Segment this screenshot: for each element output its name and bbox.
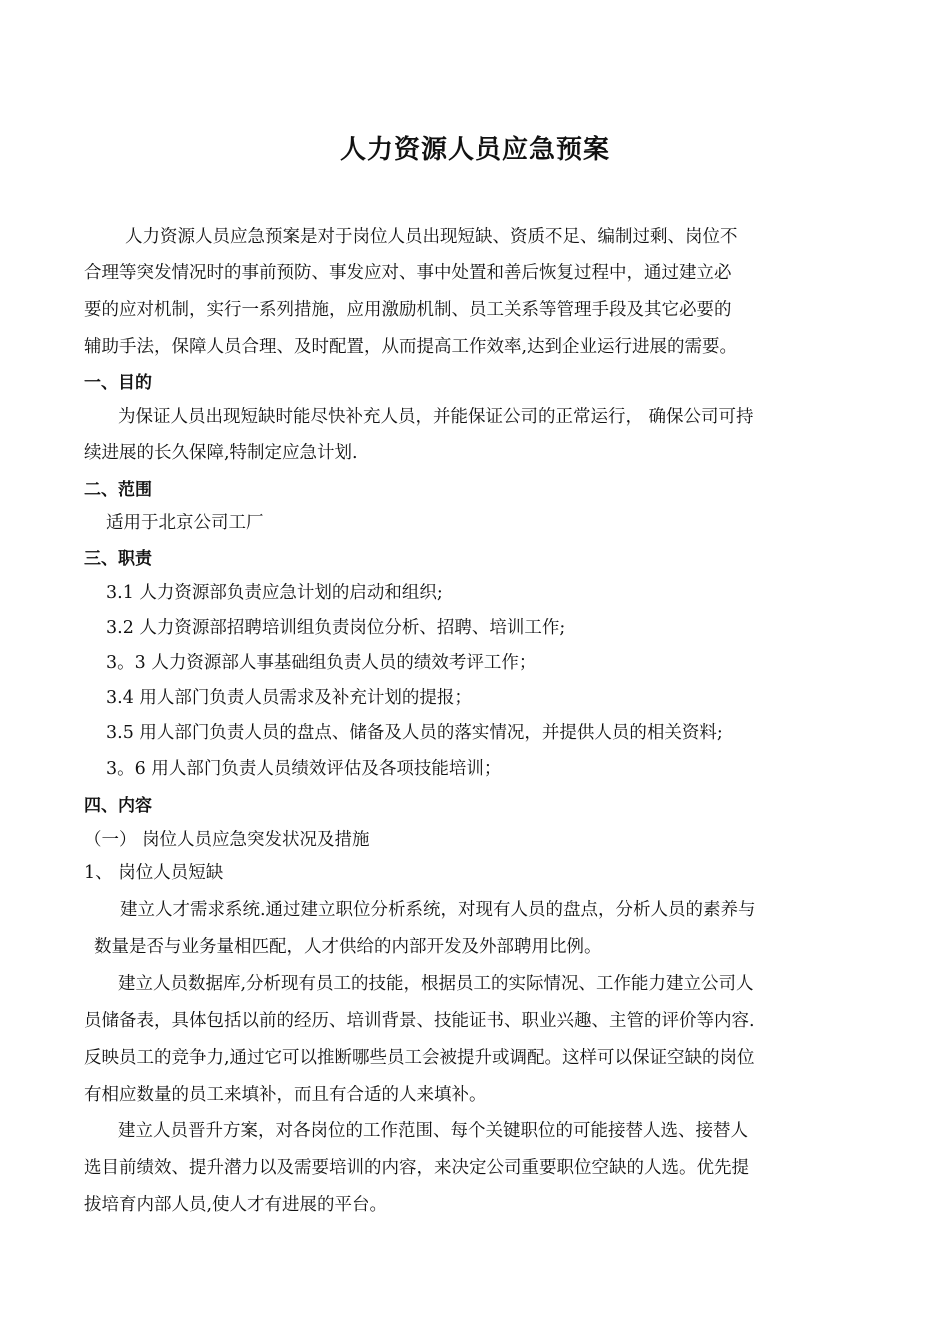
duty-item: 3。6 用人部门负责人员绩效评估及各项技能培训； <box>106 759 502 779</box>
para-3-line-2: 选目前绩效、提升潜力以及需要培训的内容，来决定公司重要职位空缺的人选。优先提 <box>84 1158 749 1178</box>
duty-item: 3.1 人力资源部负责应急计划的启动和组织; <box>106 583 443 603</box>
subsection-heading: （一） 岗位人员应急突发状况及措施 <box>84 830 370 850</box>
duty-item: 3。3 人力资源部人事基础组负责人员的绩效考评工作； <box>106 653 537 673</box>
para-2-line-1: 建立人员数据库,分析现有员工的技能，根据员工的实际情况、工作能力建立公司人 <box>118 974 754 994</box>
item-heading: 1、 岗位人员短缺 <box>84 863 224 883</box>
para-3-line-1: 建立人员晋升方案，对各岗位的工作范围、每个关键职位的可能接替人选、接替人 <box>118 1121 748 1141</box>
duty-item: 3.2 人力资源部招聘培训组负责岗位分析、招聘、培训工作; <box>106 618 566 638</box>
scope-text: 适用于北京公司工厂 <box>106 513 264 533</box>
purpose-line-2: 续进展的长久保障,特制定应急计划. <box>84 443 358 463</box>
section-heading-content: 四、内容 <box>84 796 152 816</box>
section-heading-scope: 二、范围 <box>84 480 152 500</box>
para-2-line-2: 员储备表，具体包括以前的经历、培训背景、技能证书、职业兴趣、主管的评价等内容. <box>84 1011 755 1031</box>
para-1-line-1: 建立人才需求系统.通过建立职位分析系统，对现有人员的盘点，分析人员的素养与 <box>120 900 756 920</box>
section-heading-purpose: 一、目的 <box>84 373 152 393</box>
duty-item: 3.5 用人部门负责人员的盘点、储备及人员的落实情况，并提供人员的相关资料; <box>106 723 723 743</box>
section-heading-duties: 三、职责 <box>84 549 152 569</box>
intro-line-3: 要的应对机制，实行一系列措施，应用激励机制、员工关系等管理手段及其它必要的 <box>84 300 732 320</box>
duty-item: 3.4 用人部门负责人员需求及补充计划的提报； <box>106 688 472 708</box>
intro-line-2: 合理等突发情况时的事前预防、事发应对、事中处置和善后恢复过程中，通过建立必 <box>84 263 732 283</box>
para-2-line-3: 反映员工的竞争力,通过它可以推断哪些员工会被提升或调配。这样可以保证空缺的岗位 <box>84 1048 755 1068</box>
para-1-line-2: 数量是否与业务量相匹配，人才供给的内部开发及外部聘用比例。 <box>94 937 602 957</box>
para-3-line-3: 拔培育内部人员,使人才有进展的平台。 <box>84 1195 388 1215</box>
intro-line-4: 辅助手法，保障人员合理、及时配置，从而提高工作效率,达到企业运行进展的需要。 <box>84 337 738 357</box>
intro-line-1: 人力资源人员应急预案是对于岗位人员出现短缺、资质不足、编制过剩、岗位不 <box>125 227 738 247</box>
purpose-line-1: 为保证人员出现短缺时能尽快补充人员，并能保证公司的正常运行， 确保公司可持 <box>118 407 754 427</box>
document-title: 人力资源人员应急预案 <box>339 135 610 165</box>
para-2-line-4: 有相应数量的员工来填补，而且有合适的人来填补。 <box>84 1085 487 1105</box>
